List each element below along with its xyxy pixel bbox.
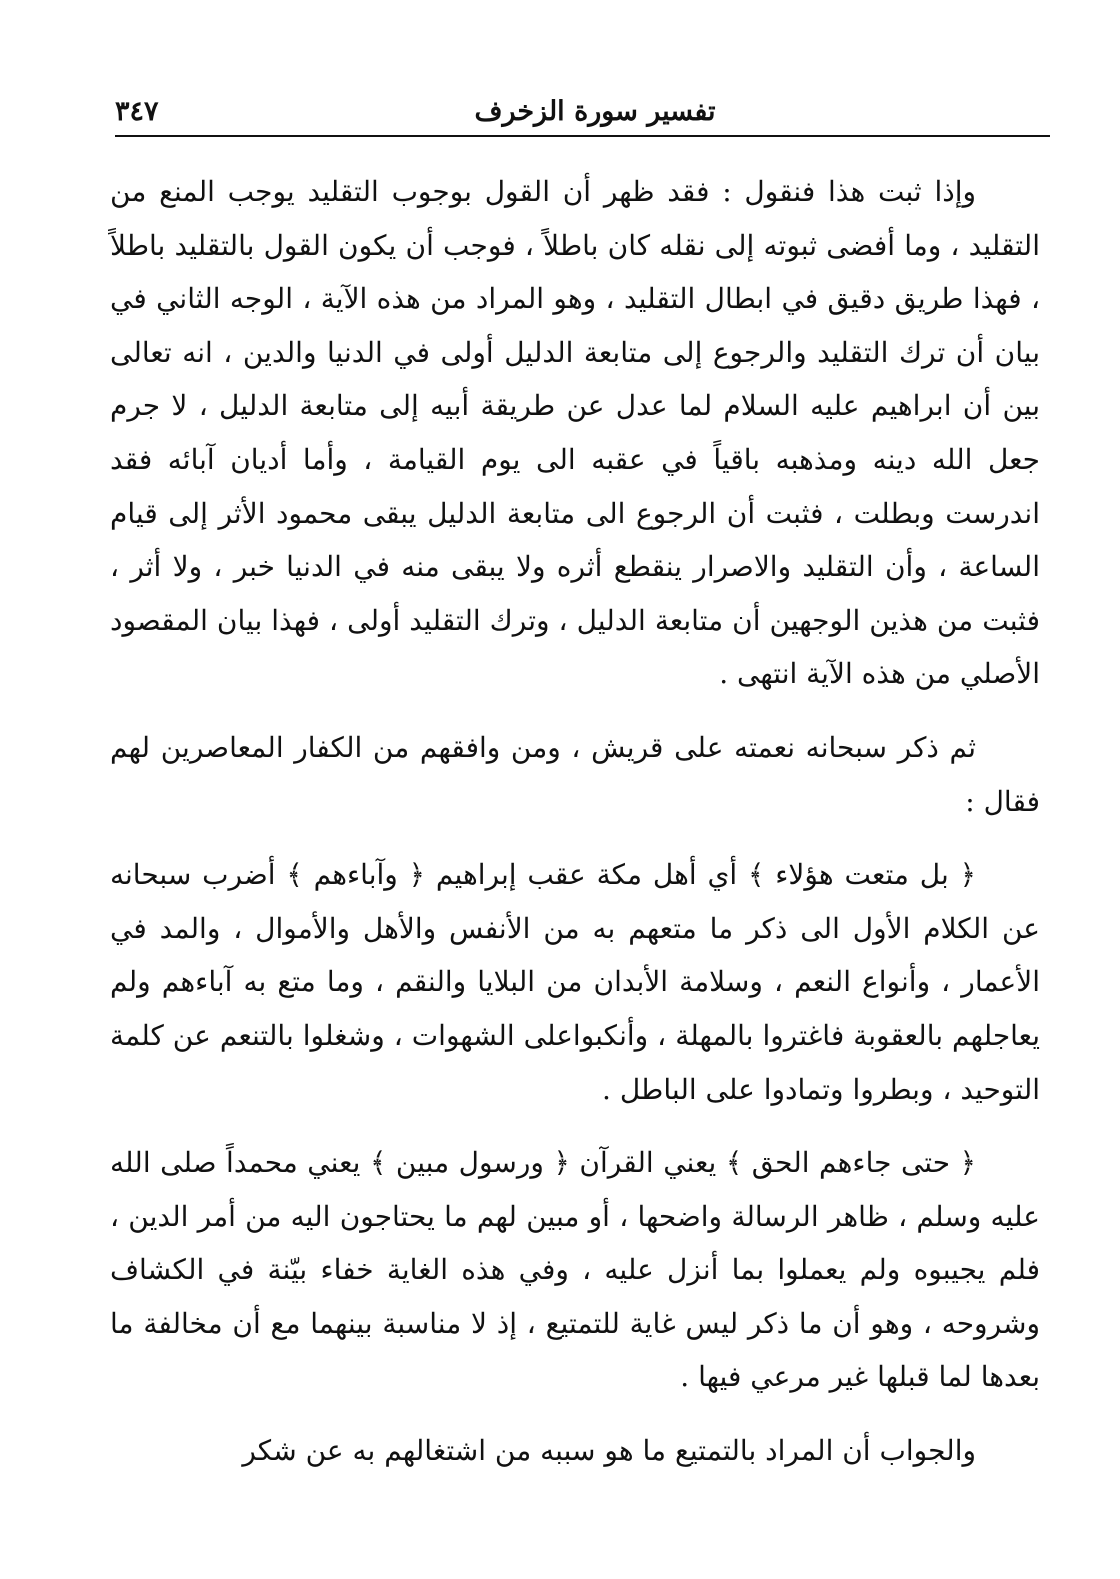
running-title: تفسير سورة الزخرف [474,96,716,127]
quran-quote: ﴿ وآباءهم ﴾ [286,858,426,892]
paragraph [110,1136,1040,1404]
paragraph-text: أضرب سبحانه عن الكلام الأول الى ذكر ما متعهم به من الأنفس والأهل والأموال ، والمد في الأعمار ، وأنواع النعم ، وسلامة الأبدان من البلايا والنقم ، وما متع به آباءهم ولم يعاجلهم بالعقوبة فاغتروا بالمهلة ، وأنكبواعلى الشهوات ، وشغلوا بالتنعم عن كلمة التوحيد ، وبطروا وتمادوا على الباطل . [110,858,1040,1106]
paragraph [110,848,1040,1116]
quran-quote: ﴿ بل متعت هؤلاء ﴾ [748,858,976,892]
paragraph-text: يعني محمداً صلى الله عليه وسلم ، ظاهر الرسالة واضحها ، أو مبين لهم ما يحتاجون اليه من أمر الدين ، فلم يجيبوه ولم يعملوا بما أنزل عليه ، وفي هذه الغاية خفاء بيّنة في الكشاف وشروحه ، وهو أن ما ذكر ليس غاية للتمتيع ، إذ لا مناسبة بينهما مع أن مخالفة ما بعدها لما قبلها غير مرعي فيها . [110,1146,1040,1394]
page-header [115,92,1045,132]
header-divider [115,135,1050,137]
paragraph [110,721,1040,828]
paragraph [110,165,1040,701]
quran-quote: ﴿ ورسول مبين ﴾ [369,1146,570,1180]
paragraph-text: والجواب أن المراد بالتمتيع ما هو سببه من اشتغالهم به عن شكر [242,1434,976,1468]
page-number: ٣٤٧ [115,96,159,127]
paragraph-text: أي أهل مكة عقب إبراهيم [425,858,749,892]
paragraph [110,1424,1040,1478]
body-text [110,165,1040,1478]
paragraph-text: ثم ذكر سبحانه نعمته على قريش ، ومن وافقهم من الكفار المعاصرين لهم فقال : [110,730,1040,818]
quran-quote: ﴿ حتى جاءهم الحق ﴾ [725,1146,977,1180]
paragraph-text: وإذا ثبت هذا فنقول : فقد ظهر أن القول بوجوب التقليد يوجب المنع من التقليد ، وما أفضى ثبوته إلى نقله كان باطلاً ، فوجب أن يكون القول بالتقليد باطلاً ، فهذا طريق دقيق في ابطال التقليد ، وهو المراد من هذه الآية ، الوجه الثاني في بيان أن ترك التقليد والرجوع إلى متابعة الدليل أولى في الدنيا والدين ، انه تعالى بين أن ابراهيم عليه السلام لما عدل عن طريقة أبيه إلى متابعة الدليل ، لا جرم جعل الله دينه ومذهبه باقياً في عقبه الى يوم القيامة ، وأما أديان آبائه فقد اندرست وبطلت ، فثبت أن الرجوع الى متابعة الدليل يبقى محمود الأثر إلى قيام الساعة ، وأن التقليد والاصرار ينقطع أثره ولا يبقى منه في الدنيا خبر ، ولا أثر ، فثبت من هذين الوجهين أن متابعة الدليل ، وترك التقليد أولى ، فهذا بيان المقصود الأصلي من هذه الآية انتهى . [110,175,1040,691]
paragraph-text: يعني القرآن [569,1146,726,1180]
